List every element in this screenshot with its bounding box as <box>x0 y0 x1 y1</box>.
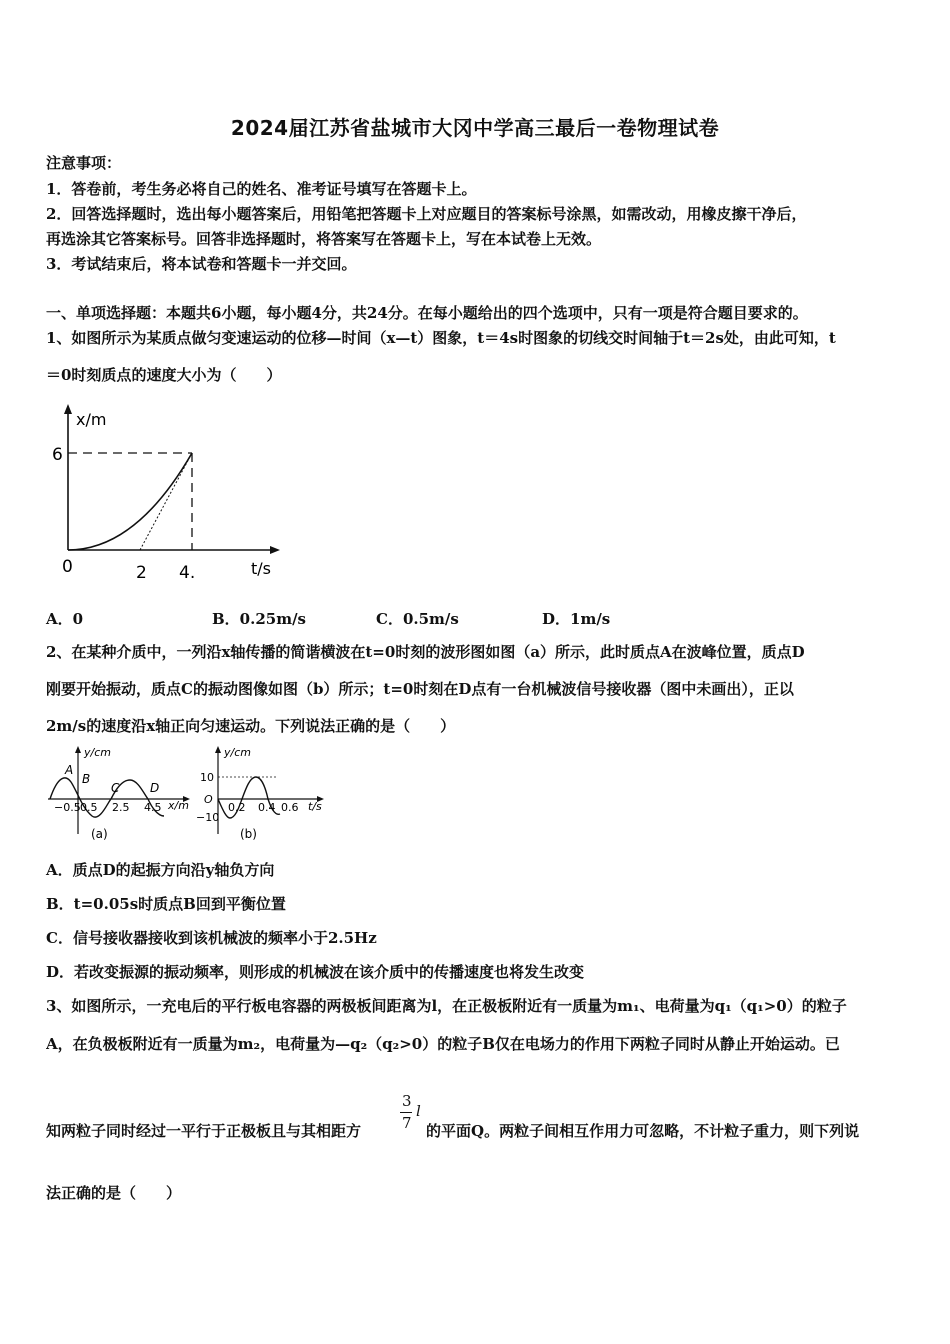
q2a-point-b: B <box>82 772 91 786</box>
q1-tangent <box>140 453 192 550</box>
q2-figure-b <box>196 742 332 842</box>
notice-item-3: 3．考试结束后，将本试卷和答题卡一并交回。 <box>46 255 357 273</box>
q3-line-2: A，在负极板附近有一质量为m₂，电荷量为—q₂（q₂>0）的粒子B仅在电场力的作用下两粒子同时从静止开始运动。已 <box>46 1035 840 1053</box>
q1-x-arrow <box>270 546 280 554</box>
q2b-x-tick-02: 0.2 <box>228 801 246 814</box>
q1-option-b[interactable]: B．0.25m/s <box>212 610 307 628</box>
q1-option-d[interactable]: D．1m/s <box>542 610 611 628</box>
notice-item-2: 2．回答选择题时，选出每小题答案后，用铅笔把答题卡上对应题目的答案标号涂黑，如需改动，用橡皮擦干净后， <box>46 205 807 223</box>
q3-line-3-after: 的平面Q。两粒子间相互作用力可忽略，不计粒子重力，则下列说 <box>426 1122 860 1140</box>
q1-y-arrow <box>64 404 72 414</box>
q1-option-a[interactable]: A．0 <box>46 610 84 628</box>
q2b-y-tick-10: 10 <box>200 771 214 784</box>
q1-option-c[interactable]: C．0.5m/s <box>376 610 459 628</box>
q2a-point-c: C <box>111 781 120 795</box>
q2-option-a[interactable]: A．质点D的起振方向沿y轴负方向 <box>46 861 275 879</box>
q2-line-2: 刚要开始振动，质点C的振动图像如图（b）所示；t=0时刻在D点有一台机械波信号接收器（图中未画出），正以 <box>46 680 794 698</box>
q2a-y-label: y/cm <box>84 746 111 759</box>
q2a-y-arrow <box>75 746 81 753</box>
q2b-x-label: t/s <box>308 800 322 813</box>
page-title: 2024届江苏省盐城市大冈中学高三最后一卷物理试卷 <box>230 116 720 140</box>
q2a-x-tick-neg05: −0.5 <box>54 801 81 814</box>
notice-heading: 注意事项： <box>46 154 122 172</box>
notice-item-2-cont: 再选涂其它答案标号。回答非选择题时，将答案写在答题卡上，写在本试卷上无效。 <box>46 230 602 248</box>
q1-line-1: 1、如图所示为某质点做匀变速运动的位移—时间（x—t）图象，t＝4s时图象的切线交时间轴于t＝2s处，由此可知，t <box>46 329 836 347</box>
q1-line-2: ＝0时刻质点的速度大小为（ ） <box>46 366 282 384</box>
q2a-x-label: x/m <box>168 799 189 812</box>
q3-line-1: 3、如图所示，一充电后的平行板电容器的两极板间距离为l，在正极板附近有一质量为m₁、电荷量为q₁（q₁>0）的粒子 <box>46 997 847 1015</box>
q1-x-label: t/s <box>251 559 271 578</box>
q2a-x-tick-05: 0.5 <box>80 801 98 814</box>
q3-fraction-variable: l <box>416 1102 421 1120</box>
q2-line-3: 2m/s的速度沿x轴正向匀速运动。下列说法正确的是（ ） <box>46 717 456 735</box>
q2-figure-a <box>44 742 196 842</box>
q1-y-tick-6: 6 <box>52 445 63 465</box>
section-heading: 一、单项选择题：本题共6小题，每小题4分，共24分。在每小题给出的四个选项中，只有一项是符合题目要求的。 <box>46 304 808 322</box>
q2b-x-tick-06: 0.6 <box>281 801 299 814</box>
q2a-x-tick-45: 4.5 <box>144 801 162 814</box>
q2a-point-d: D <box>150 781 160 795</box>
q2b-origin: O <box>204 793 213 806</box>
q2b-y-tick-neg10: −10 <box>196 811 220 824</box>
q2-option-b[interactable]: B．t=0.05s时质点B回到平衡位置 <box>46 895 286 913</box>
q1-x-tick-4: 4. <box>179 563 196 583</box>
q2-option-d[interactable]: D．若改变振源的振动频率，则形成的机械波在该介质中的传播速度也将发生改变 <box>46 963 585 981</box>
q2a-caption: (a) <box>91 827 108 841</box>
q2b-caption: (b) <box>240 827 257 841</box>
q1-origin: 0 <box>62 557 73 577</box>
q3-fraction-numerator: 3 <box>402 1092 412 1110</box>
q2a-x-tick-25: 2.5 <box>112 801 130 814</box>
q1-y-label: x/m <box>76 410 107 429</box>
q1-curve <box>68 453 192 550</box>
q2-line-1: 2、在某种介质中，一列沿x轴传播的简谐横波在t=0时刻的波形图如图（a）所示，此时质点A在波峰位置，质点D <box>46 643 805 661</box>
q3-line-3-before: 知两粒子同时经过一平行于正极板且与其相距方 <box>46 1122 362 1140</box>
q1-xt-graph <box>46 400 306 590</box>
q3-fraction-bar <box>400 1112 412 1113</box>
q2b-y-arrow <box>215 746 221 753</box>
notice-item-1: 1．答卷前，考生务必将自己的姓名、准考证号填写在答题卡上。 <box>46 180 477 198</box>
q1-x-tick-2: 2 <box>136 563 147 583</box>
q2b-y-label: y/cm <box>224 746 251 759</box>
q3-fraction-denominator: 7 <box>402 1114 412 1132</box>
q2-option-c[interactable]: C．信号接收器接收到该机械波的频率小于2.5Hz <box>46 929 377 947</box>
q2b-x-tick-04: 0.4 <box>258 801 276 814</box>
q3-line-4: 法正确的是（ ） <box>46 1184 182 1202</box>
q2a-point-a: A <box>65 763 74 777</box>
